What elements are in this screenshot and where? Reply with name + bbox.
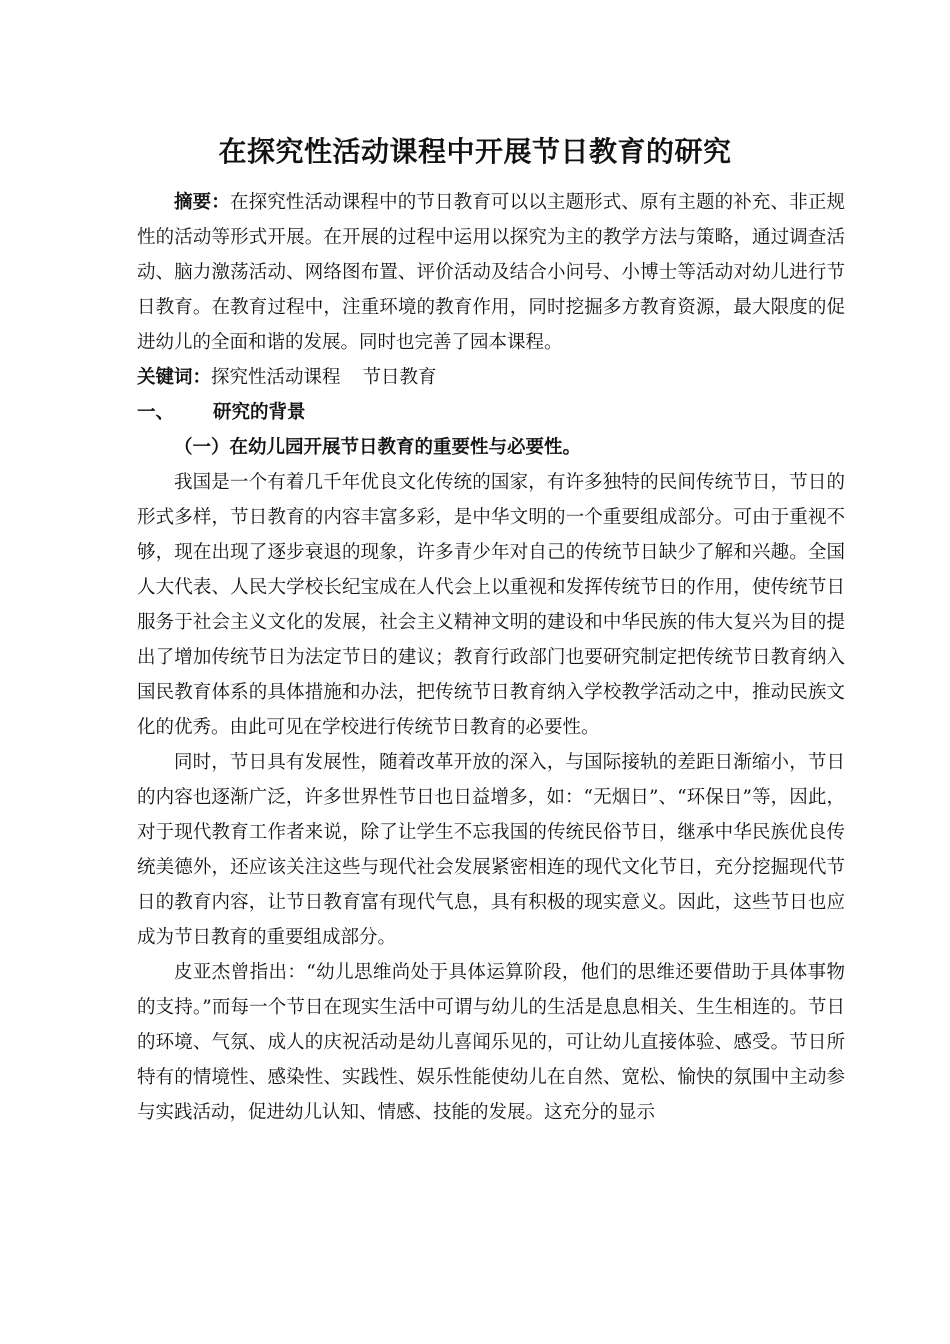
document-body: [137, 185, 845, 1130]
body-paragraph: 我国是一个有着几千年优良文化传统的国家，有许多独特的民间传统节日，节日的形式多样，节日教育的内容丰富多彩，是中华文明的一个重要组成部分。可由于重视不够，现在出现了逐步衰退的现象，许多青少年对自己的传统节日缺少了解和兴趣。全国人大代表、人民大学校长纪宝成在人代会上以重视和发挥传统节日的作用，使传统节日服务于社会主义文化的发展，社会主义精神文明的建设和中华民族的伟大复兴为目的提出了增加传统节日为法定节日的建议；教育行政部门也要研究制定把传统节日教育纳入国民教育体系的具体措施和办法，把传统节日教育纳入学校教学活动之中，推动民族文化的优秀。由此可见在学校进行传统节日教育的必要性。: [137, 472, 845, 738]
section-heading: [137, 395, 845, 430]
abstract-text: 在探究性活动课程中的节日教育可以以主题形式、原有主题的补充、非正规性的活动等形式开展。在开展的过程中运用以探究为主的教学方法与策略，通过调查活动、脑力激荡活动、网络图布置、评价活动及结合小问号、小博士等活动对幼儿进行节日教育。在教育过程中，注重环境的教育作用，同时挖掘多方教育资源，最大限度的促进幼儿的全面和谐的发展。同时也完善了园本课程。: [137, 192, 845, 353]
keywords-line: [137, 360, 845, 395]
section-number: 一、: [137, 402, 175, 423]
document-title: 在探究性活动课程中开展节日教育的研究: [218, 135, 732, 168]
keyword-item: 节日教育: [362, 367, 437, 388]
keywords-label: 关键词：: [137, 367, 212, 388]
abstract-paragraph: [137, 185, 845, 360]
section-title: 研究的背景: [213, 402, 306, 423]
body-paragraph: 同时，节日具有发展性，随着改革开放的深入，与国际接轨的差距日渐缩小，节日的内容也逐渐广泛，许多世界性节日也日益增多，如：“无烟日”、“环保日”等，因此，对于现代教育工作者来说，除了让学生不忘我国的传统民俗节日，继承中华民族优良传统美德外，还应该关注这些与现代社会发展紧密相连的现代文化节日，充分挖掘现代节日的教育内容，让节日教育富有现代气息，具有积极的现实意义。因此，这些节日也应成为节日教育的重要组成部分。: [137, 752, 845, 948]
body-paragraph: 皮亚杰曾指出：“幼儿思维尚处于具体运算阶段，他们的思维还要借助于具体事物的支持。”而每一个节日在现实生活中可谓与幼儿的生活是息息相关、生生相连的。节日的环境、气氛、成人的庆祝活动是幼儿喜闻乐见的，可让幼儿直接体验、感受。节日所特有的情境性、感染性、实践性、娱乐性能使幼儿在自然、宽松、愉快的氛围中主动参与实践活动，促进幼儿认知、情感、技能的发展。这充分的显示: [137, 962, 845, 1123]
abstract-label: 摘要：: [174, 192, 230, 213]
keyword-item: 探究性活动课程: [211, 367, 341, 388]
subsection-heading: （一）在幼儿园开展节日教育的重要性与必要性。: [174, 437, 582, 458]
